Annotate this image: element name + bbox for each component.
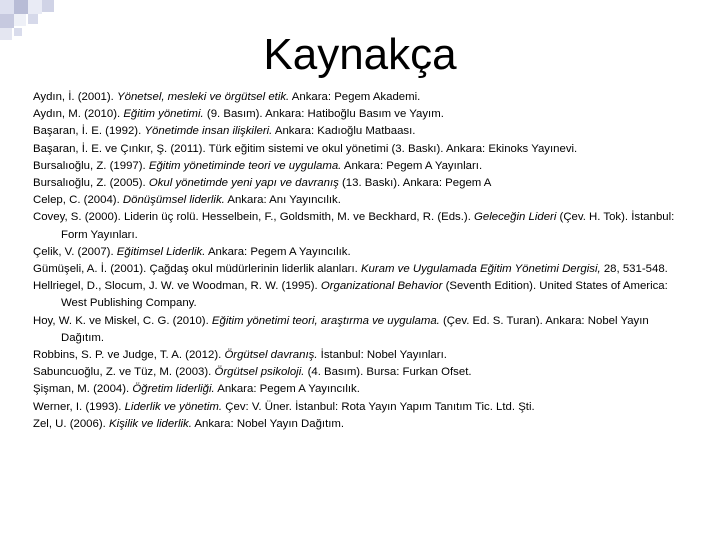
reference-title: Kişilik ve liderlik. (108, 417, 192, 430)
reference-title: Geleceğin Lideri (474, 211, 557, 224)
reference-text: Covey, S. (2000). Liderin üç rolü. Hesselbein, F., Goldsmith, M. ve Beckhard, R. (Eds.). (33, 211, 475, 224)
reference-text: (Çev. Ed. S. Turan). Ankara: Nobel Yayın Dağıtım. (61, 314, 649, 344)
reference-entry (33, 209, 693, 243)
reference-text: Gümüşeli, A. İ. (2001). Çağdaş okul müdürlerinin liderlik alanları. (33, 263, 361, 276)
deco-square (14, 14, 26, 26)
reference-list (33, 89, 693, 433)
reference-entry (33, 278, 693, 312)
reference-entry (33, 381, 693, 398)
reference-title: Okul yönetimde yeni yapı ve davranış (148, 177, 339, 190)
reference-text: (Çev. H. Tok). İstanbul: Form Yayınları. (61, 211, 675, 241)
deco-square (14, 0, 28, 14)
reference-title: Yönetsel, mesleki ve örgütsel etik. (117, 91, 290, 103)
reference-text: Çev: V. Üner. İstanbul: Rota Yayın Yapım Tanıtım Tic. Ltd. Şti. (222, 400, 535, 413)
reference-entry (33, 192, 693, 209)
reference-text: (13. Baskı). Ankara: Pegem A (338, 177, 492, 190)
reference-title: Yönetimde insan ilişkileri. (144, 125, 273, 138)
reference-entry (33, 89, 693, 106)
reference-entry (33, 141, 693, 158)
reference-text: (9. Basım). Ankara: Hatiboğlu Basım ve Yayım. (203, 108, 444, 121)
reference-text: Robbins, S. P. ve Judge, T. A. (2012). (33, 349, 225, 362)
reference-entry (33, 123, 693, 140)
reference-entry (33, 347, 693, 364)
reference-text: Hoy, W. K. ve Miskel, C. G. (2010). (33, 314, 212, 327)
reference-title: Kuram ve Uygulamada Eğitim Yönetimi Dergisi, (360, 263, 601, 276)
reference-text: Zel, U. (2006). (33, 417, 109, 430)
reference-title: Dönüşümsel liderlik. (122, 194, 225, 207)
reference-entry (33, 175, 693, 192)
reference-text: Ankara: Kadıoğlu Matbaası. (272, 125, 416, 138)
reference-title: Öğretim liderliği. (132, 383, 215, 396)
reference-text: Aydın, İ. (2001). (33, 91, 118, 103)
reference-text: Ankara: Pegem Akademi. (289, 91, 421, 103)
reference-title: Eğitimsel Liderlik. (116, 245, 206, 258)
reference-text: Ankara: Pegem A Yayıncılık. (214, 383, 360, 396)
reference-entry (33, 399, 693, 416)
reference-text: Başaran, İ. E. ve Çınkır, Ş. (2011). Türk eğitim sistemi ve okul yönetimi (3. Baskı). Ankara: Ekinoks Yayınevi. (33, 142, 578, 155)
reference-text: Werner, I. (1993). (33, 400, 125, 413)
reference-title: Eğitim yönetimi. (123, 108, 204, 121)
reference-entry (33, 261, 693, 278)
reference-text: Ankara: Pegem A Yayıncılık. (205, 245, 351, 258)
reference-entry (33, 158, 693, 175)
reference-text: Hellriegel, D., Slocum, J. W. ve Woodman, R. W. (1995). (33, 280, 321, 293)
reference-text: Şişman, M. (2004). (33, 383, 133, 396)
deco-square (28, 0, 42, 14)
reference-text: (Seventh Edition). United States of America: West Publishing Company. (61, 280, 668, 310)
reference-entry (33, 244, 693, 261)
reference-text: Ankara: Nobel Yayın Dağıtım. (191, 417, 345, 430)
deco-square (0, 0, 14, 14)
reference-text: Ankara: Pegem A Yayınları. (341, 159, 483, 172)
reference-title: Eğitim yönetiminde teori ve uygulama. (148, 159, 342, 172)
reference-entry (33, 313, 693, 347)
reference-text: Ankara: Anı Yayıncılık. (224, 194, 341, 207)
reference-title: Örgütsel davranış. (224, 349, 318, 362)
reference-text: Bursalıoğlu, Z. (1997). (33, 159, 149, 172)
reference-entry (33, 106, 693, 123)
reference-text: 28, 531-548. (600, 263, 668, 276)
reference-text: (4. Basım). Bursa: Furkan Ofset. (304, 366, 472, 379)
deco-square (0, 14, 14, 28)
reference-title: Organizational Behavior (320, 280, 443, 293)
reference-text: Sabuncuoğlu, Z. ve Tüz, M. (2003). (33, 366, 215, 379)
reference-text: Çelik, V. (2007). (33, 245, 117, 258)
deco-square (28, 14, 38, 24)
reference-title: Örgütsel psikoloji. (214, 366, 305, 379)
reference-entry (33, 416, 693, 433)
reference-text: Celep, C. (2004). (33, 194, 123, 207)
reference-title: Liderlik ve yönetim. (124, 400, 223, 413)
reference-text: İstanbul: Nobel Yayınları. (317, 349, 447, 362)
reference-title: Eğitim yönetimi teori, araştırma ve uygulama. (211, 314, 440, 327)
reference-text: Aydın, M. (2010). (33, 108, 124, 121)
reference-entry (33, 364, 693, 381)
reference-text: Başaran, İ. E. (1992). (33, 125, 145, 138)
deco-square (42, 0, 54, 12)
slide-title: Kaynakça (263, 30, 457, 79)
reference-text: Bursalıoğlu, Z. (2005). (33, 177, 149, 190)
